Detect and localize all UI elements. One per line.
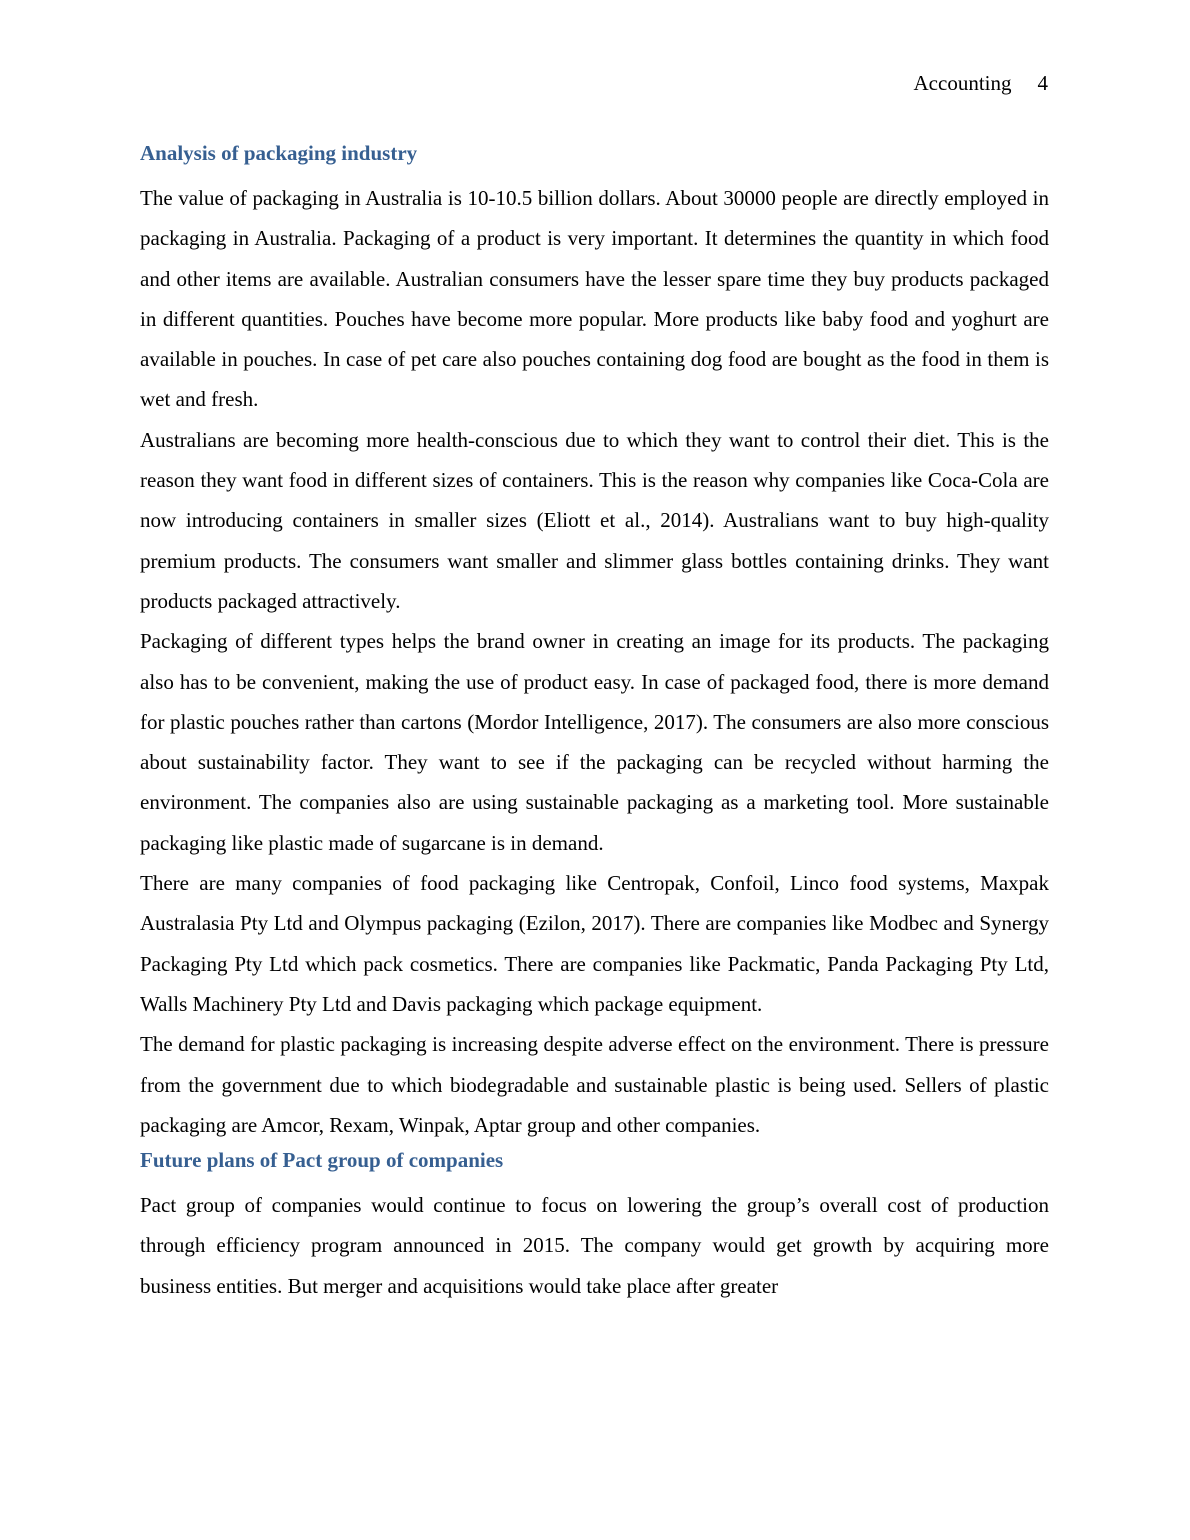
paragraph: The demand for plastic packaging is increasing despite adverse effect on the environment. There is pressure from the government due to which biodegradable and sustainable plastic is being used. Sellers of plastic packaging are Amcor, Rexam, Winpak, Aptar group and other companies. — [140, 1032, 1049, 1137]
page-number: 4 — [1037, 71, 1048, 95]
paragraph: Australians are becoming more health-conscious due to which they want to control their diet. This is the reason they want food in different sizes of containers. This is the reason why companies like Coca-Cola are now introducing containers in smaller sizes (Eliott et al., 2014). Australians want to buy high-quality premium products. The consumers want smaller and slimmer glass bottles containing drinks. They want products packaged attractively. — [140, 427, 1049, 613]
document-body — [140, 138, 1049, 1306]
paragraph: There are many companies of food packaging like Centropak, Confoil, Linco food systems, Maxpak Australasia Pty Ltd and Olympus packaging (Ezilon, 2017). There are companies like Modbec and Synergy Packaging Pty Ltd which pack cosmetics. There are companies like Packmatic, Panda Packaging Pty Ltd, Walls Machinery Pty Ltd and Davis packaging which package equipment. — [140, 871, 1049, 1016]
section-heading-future-plans: Future plans of Pact group of companies — [140, 1148, 504, 1173]
paragraph: The value of packaging in Australia is 10-10.5 billion dollars. About 30000 people are directly employed in packaging in Australia. Packaging of a product is very important. It determines the quantity in which food and other items are available. Australian consumers have the lesser spare time they buy products packaged in different quantities. Pouches have become more popular. More products like baby food and yoghurt are available in pouches. In case of pet care also pouches containing dog food are bought as the food in them is wet and fresh. — [140, 186, 1049, 412]
section-heading-packaging-industry: Analysis of packaging industry — [140, 141, 418, 165]
paragraph: Packaging of different types helps the brand owner in creating an image for its products. The packaging also has to be convenient, making the use of product easy. In case of packaged food, there is more demand for plastic pouches rather than cartons (Mordor Intelligence, 2017). The consumers are also more conscious about sustainability factor. They want to see if the packaging can be recycled without harming the environment. The companies also are using sustainable packaging as a marketing tool. More sustainable packaging like plastic made of sugarcane is in demand. — [140, 629, 1049, 855]
page-header — [914, 68, 1048, 98]
paragraph: Pact group of companies would continue to focus on lowering the group’s overall cost of production through efficiency program announced in 2015. The company would get growth by acquiring more business entities. But merger and acquisitions would take place after greater — [140, 1193, 1049, 1298]
running-title: Accounting — [913, 71, 1012, 95]
